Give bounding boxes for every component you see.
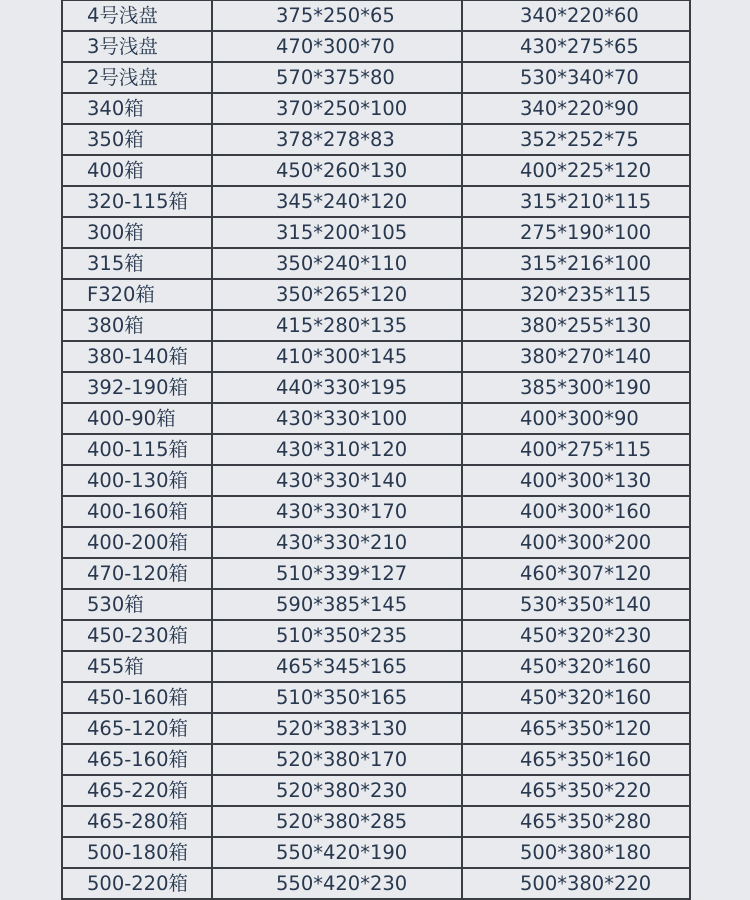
table-row: [62, 713, 690, 744]
table-row: [62, 496, 690, 527]
outer-size-cell: 470*300*70: [212, 31, 462, 62]
outer-size-cell: 430*330*170: [212, 496, 462, 527]
inner-size-cell: 400*275*115: [462, 434, 690, 465]
inner-size-cell: 340*220*60: [462, 0, 690, 31]
table-row: [62, 775, 690, 806]
box-model-cell: 3号浅盘: [62, 31, 212, 62]
outer-size-cell: 465*345*165: [212, 651, 462, 682]
table-row: [62, 589, 690, 620]
box-model-cell: 500-180箱: [62, 837, 212, 868]
inner-size-cell: 385*300*190: [462, 372, 690, 403]
outer-size-cell: 350*240*110: [212, 248, 462, 279]
box-model-cell: 380-140箱: [62, 341, 212, 372]
outer-size-cell: 450*260*130: [212, 155, 462, 186]
table-row: [62, 403, 690, 434]
outer-size-cell: 378*278*83: [212, 124, 462, 155]
inner-size-cell: 400*300*130: [462, 465, 690, 496]
outer-size-cell: 345*240*120: [212, 186, 462, 217]
table-row: [62, 527, 690, 558]
box-model-cell: 4号浅盘: [62, 0, 212, 31]
table-row: [62, 837, 690, 868]
box-model-cell: 530箱: [62, 589, 212, 620]
box-model-cell: 400-160箱: [62, 496, 212, 527]
table-row: [62, 217, 690, 248]
box-model-cell: 465-280箱: [62, 806, 212, 837]
outer-size-cell: 570*375*80: [212, 62, 462, 93]
inner-size-cell: 465*350*160: [462, 744, 690, 775]
table-row: [62, 31, 690, 62]
table-row: [62, 868, 690, 899]
inner-size-cell: 380*270*140: [462, 341, 690, 372]
table-row: [62, 434, 690, 465]
table-row: [62, 651, 690, 682]
inner-size-cell: 400*300*90: [462, 403, 690, 434]
box-model-cell: 320-115箱: [62, 186, 212, 217]
outer-size-cell: 520*383*130: [212, 713, 462, 744]
outer-size-cell: 590*385*145: [212, 589, 462, 620]
table-row: [62, 744, 690, 775]
inner-size-cell: 315*210*115: [462, 186, 690, 217]
outer-size-cell: 430*330*100: [212, 403, 462, 434]
box-model-cell: 380箱: [62, 310, 212, 341]
outer-size-cell: 430*310*120: [212, 434, 462, 465]
inner-size-cell: 450*320*160: [462, 682, 690, 713]
inner-size-cell: 430*275*65: [462, 31, 690, 62]
inner-size-cell: 320*235*115: [462, 279, 690, 310]
inner-size-cell: 340*220*90: [462, 93, 690, 124]
outer-size-cell: 520*380*230: [212, 775, 462, 806]
inner-size-cell: 352*252*75: [462, 124, 690, 155]
outer-size-cell: 350*265*120: [212, 279, 462, 310]
inner-size-cell: 400*300*200: [462, 527, 690, 558]
inner-size-cell: 380*255*130: [462, 310, 690, 341]
box-model-cell: 2号浅盘: [62, 62, 212, 93]
box-model-cell: 300箱: [62, 217, 212, 248]
inner-size-cell: 400*225*120: [462, 155, 690, 186]
box-model-cell: 400-115箱: [62, 434, 212, 465]
outer-size-cell: 550*420*190: [212, 837, 462, 868]
table-row: [62, 682, 690, 713]
box-model-cell: 340箱: [62, 93, 212, 124]
table-row: [62, 62, 690, 93]
inner-size-cell: 465*350*220: [462, 775, 690, 806]
box-model-cell: 500-220箱: [62, 868, 212, 899]
table-row: [62, 93, 690, 124]
table-row: [62, 372, 690, 403]
inner-size-cell: 460*307*120: [462, 558, 690, 589]
box-model-cell: 455箱: [62, 651, 212, 682]
outer-size-cell: 510*339*127: [212, 558, 462, 589]
table-row: [62, 124, 690, 155]
box-model-cell: 400-200箱: [62, 527, 212, 558]
box-model-cell: 392-190箱: [62, 372, 212, 403]
outer-size-cell: 370*250*100: [212, 93, 462, 124]
box-model-cell: 450-230箱: [62, 620, 212, 651]
box-model-cell: 400-130箱: [62, 465, 212, 496]
outer-size-cell: 430*330*210: [212, 527, 462, 558]
table-row: [62, 806, 690, 837]
inner-size-cell: 275*190*100: [462, 217, 690, 248]
table-row: [62, 620, 690, 651]
box-model-cell: F320箱: [62, 279, 212, 310]
table-row: [62, 465, 690, 496]
inner-size-cell: 500*380*220: [462, 868, 690, 899]
table-row: [62, 155, 690, 186]
outer-size-cell: 510*350*235: [212, 620, 462, 651]
table-row: [62, 279, 690, 310]
inner-size-cell: 315*216*100: [462, 248, 690, 279]
inner-size-cell: 465*350*280: [462, 806, 690, 837]
table-row: [62, 186, 690, 217]
box-model-cell: 315箱: [62, 248, 212, 279]
outer-size-cell: 430*330*140: [212, 465, 462, 496]
outer-size-cell: 520*380*285: [212, 806, 462, 837]
table-row: [62, 558, 690, 589]
outer-size-cell: 520*380*170: [212, 744, 462, 775]
inner-size-cell: 530*350*140: [462, 589, 690, 620]
table-row: [62, 341, 690, 372]
inner-size-cell: 400*300*160: [462, 496, 690, 527]
outer-size-cell: 315*200*105: [212, 217, 462, 248]
outer-size-cell: 550*420*230: [212, 868, 462, 899]
outer-size-cell: 440*330*195: [212, 372, 462, 403]
table-row: [62, 248, 690, 279]
box-model-cell: 465-220箱: [62, 775, 212, 806]
inner-size-cell: 465*350*120: [462, 713, 690, 744]
inner-size-cell: 450*320*160: [462, 651, 690, 682]
inner-size-cell: 500*380*180: [462, 837, 690, 868]
box-model-cell: 470-120箱: [62, 558, 212, 589]
inner-size-cell: 530*340*70: [462, 62, 690, 93]
box-model-cell: 465-120箱: [62, 713, 212, 744]
outer-size-cell: 375*250*65: [212, 0, 462, 31]
box-model-cell: 450-160箱: [62, 682, 212, 713]
size-spec-table-body: [62, 0, 690, 899]
table-row: [62, 0, 690, 31]
outer-size-cell: 410*300*145: [212, 341, 462, 372]
box-model-cell: 400-90箱: [62, 403, 212, 434]
table-row: [62, 310, 690, 341]
outer-size-cell: 510*350*165: [212, 682, 462, 713]
size-spec-table: [61, 0, 691, 900]
box-model-cell: 400箱: [62, 155, 212, 186]
box-model-cell: 350箱: [62, 124, 212, 155]
box-model-cell: 465-160箱: [62, 744, 212, 775]
inner-size-cell: 450*320*230: [462, 620, 690, 651]
outer-size-cell: 415*280*135: [212, 310, 462, 341]
